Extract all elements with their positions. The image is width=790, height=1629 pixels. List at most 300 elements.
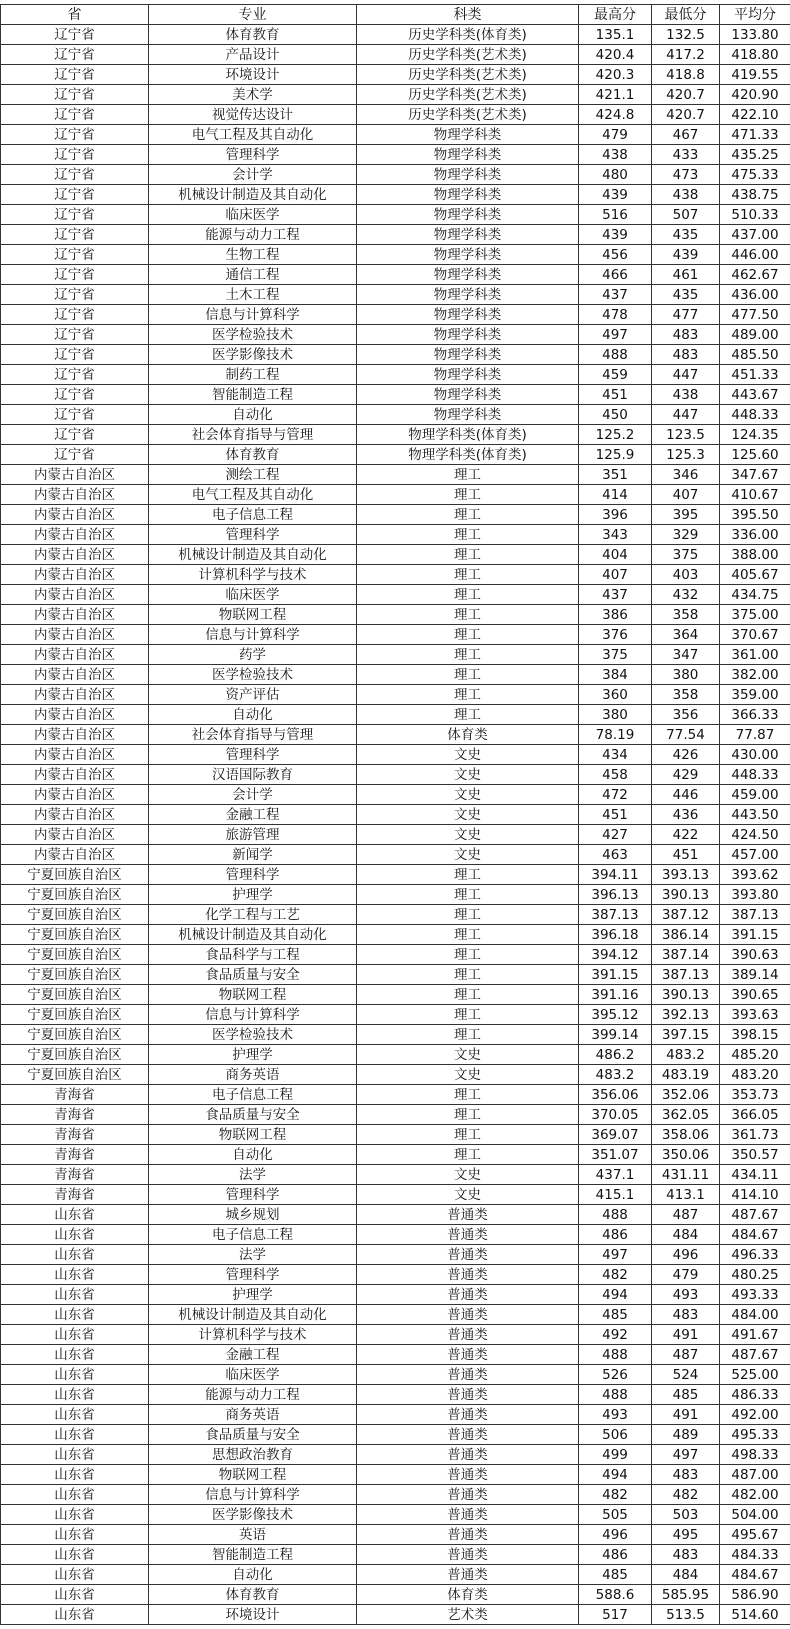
table-row bbox=[1, 1105, 790, 1125]
table-row bbox=[1, 1465, 790, 1485]
cell-max-score: 407 bbox=[579, 565, 652, 585]
cell-min-score: 487 bbox=[652, 1345, 720, 1365]
admission-score-table bbox=[0, 4, 790, 1625]
cell-min-score: 513.5 bbox=[652, 1605, 720, 1625]
cell-major: 护理学 bbox=[149, 1285, 357, 1305]
cell-category: 普通类 bbox=[357, 1405, 579, 1425]
cell-min-score: 364 bbox=[652, 625, 720, 645]
cell-min-score: 387.12 bbox=[652, 905, 720, 925]
cell-avg-score: 504.00 bbox=[720, 1505, 790, 1525]
cell-max-score: 343 bbox=[579, 525, 652, 545]
cell-major: 管理科学 bbox=[149, 145, 357, 165]
cell-max-score: 439 bbox=[579, 225, 652, 245]
cell-major: 金融工程 bbox=[149, 805, 357, 825]
cell-province: 青海省 bbox=[1, 1165, 149, 1185]
cell-min-score: 435 bbox=[652, 285, 720, 305]
cell-major: 会计学 bbox=[149, 165, 357, 185]
cell-province: 青海省 bbox=[1, 1105, 149, 1125]
cell-province: 宁夏回族自治区 bbox=[1, 925, 149, 945]
cell-major: 机械设计制造及其自动化 bbox=[149, 1305, 357, 1325]
cell-min-score: 491 bbox=[652, 1405, 720, 1425]
cell-major: 智能制造工程 bbox=[149, 1545, 357, 1565]
cell-category: 文史 bbox=[357, 785, 579, 805]
table-row bbox=[1, 265, 790, 285]
cell-min-score: 485 bbox=[652, 1385, 720, 1405]
cell-major: 管理科学 bbox=[149, 745, 357, 765]
cell-province: 内蒙古自治区 bbox=[1, 545, 149, 565]
cell-major: 自动化 bbox=[149, 705, 357, 725]
cell-province: 青海省 bbox=[1, 1145, 149, 1165]
table-row bbox=[1, 1425, 790, 1445]
cell-category: 物理学科类 bbox=[357, 145, 579, 165]
cell-category: 普通类 bbox=[357, 1485, 579, 1505]
cell-avg-score: 475.33 bbox=[720, 165, 790, 185]
cell-category: 理工 bbox=[357, 965, 579, 985]
cell-category: 文史 bbox=[357, 1065, 579, 1085]
table-row bbox=[1, 1025, 790, 1045]
cell-province: 辽宁省 bbox=[1, 325, 149, 345]
table-row bbox=[1, 605, 790, 625]
cell-min-score: 395 bbox=[652, 505, 720, 525]
cell-major: 生物工程 bbox=[149, 245, 357, 265]
cell-major: 机械设计制造及其自动化 bbox=[149, 185, 357, 205]
cell-avg-score: 514.60 bbox=[720, 1605, 790, 1625]
table-row bbox=[1, 645, 790, 665]
cell-min-score: 387.14 bbox=[652, 945, 720, 965]
cell-province: 山东省 bbox=[1, 1445, 149, 1465]
cell-avg-score: 414.10 bbox=[720, 1185, 790, 1205]
table-row bbox=[1, 1165, 790, 1185]
cell-min-score: 392.13 bbox=[652, 1005, 720, 1025]
cell-max-score: 434 bbox=[579, 745, 652, 765]
table-row bbox=[1, 1325, 790, 1345]
cell-avg-score: 443.50 bbox=[720, 805, 790, 825]
cell-province: 内蒙古自治区 bbox=[1, 585, 149, 605]
cell-province: 山东省 bbox=[1, 1365, 149, 1385]
cell-avg-score: 382.00 bbox=[720, 665, 790, 685]
cell-min-score: 446 bbox=[652, 785, 720, 805]
table-row bbox=[1, 1125, 790, 1145]
table-row bbox=[1, 945, 790, 965]
cell-major: 电子信息工程 bbox=[149, 1225, 357, 1245]
cell-max-score: 360 bbox=[579, 685, 652, 705]
cell-max-score: 485 bbox=[579, 1305, 652, 1325]
table-row bbox=[1, 1185, 790, 1205]
cell-major: 金融工程 bbox=[149, 1345, 357, 1365]
cell-avg-score: 410.67 bbox=[720, 485, 790, 505]
cell-min-score: 439 bbox=[652, 245, 720, 265]
cell-category: 文史 bbox=[357, 745, 579, 765]
cell-category: 文史 bbox=[357, 1165, 579, 1185]
cell-min-score: 487 bbox=[652, 1205, 720, 1225]
cell-province: 内蒙古自治区 bbox=[1, 525, 149, 545]
cell-avg-score: 366.05 bbox=[720, 1105, 790, 1125]
table-row bbox=[1, 1145, 790, 1165]
cell-min-score: 473 bbox=[652, 165, 720, 185]
cell-min-score: 451 bbox=[652, 845, 720, 865]
cell-province: 山东省 bbox=[1, 1525, 149, 1545]
cell-max-score: 351 bbox=[579, 465, 652, 485]
cell-max-score: 483.2 bbox=[579, 1065, 652, 1085]
cell-avg-score: 477.50 bbox=[720, 305, 790, 325]
cell-category: 理工 bbox=[357, 985, 579, 1005]
cell-province: 辽宁省 bbox=[1, 45, 149, 65]
cell-category: 理工 bbox=[357, 525, 579, 545]
table-row bbox=[1, 125, 790, 145]
cell-category: 普通类 bbox=[357, 1425, 579, 1445]
cell-major: 护理学 bbox=[149, 1045, 357, 1065]
cell-major: 体育教育 bbox=[149, 445, 357, 465]
cell-min-score: 433 bbox=[652, 145, 720, 165]
table-row bbox=[1, 325, 790, 345]
cell-category: 理工 bbox=[357, 1105, 579, 1125]
cell-min-score: 380 bbox=[652, 665, 720, 685]
cell-province: 辽宁省 bbox=[1, 125, 149, 145]
cell-category: 理工 bbox=[357, 645, 579, 665]
cell-province: 辽宁省 bbox=[1, 85, 149, 105]
header-category: 科类 bbox=[357, 5, 579, 25]
header-province: 省 bbox=[1, 5, 149, 25]
cell-avg-score: 393.63 bbox=[720, 1005, 790, 1025]
cell-avg-score: 393.62 bbox=[720, 865, 790, 885]
table-row bbox=[1, 1545, 790, 1565]
cell-min-score: 358 bbox=[652, 685, 720, 705]
cell-major: 计算机科学与技术 bbox=[149, 565, 357, 585]
cell-major: 信息与计算科学 bbox=[149, 1485, 357, 1505]
cell-category: 历史学科类(艺术类) bbox=[357, 85, 579, 105]
cell-major: 城乡规划 bbox=[149, 1205, 357, 1225]
cell-min-score: 461 bbox=[652, 265, 720, 285]
cell-province: 青海省 bbox=[1, 1185, 149, 1205]
cell-min-score: 393.13 bbox=[652, 865, 720, 885]
table-row bbox=[1, 485, 790, 505]
header-min-score: 最低分 bbox=[652, 5, 720, 25]
cell-avg-score: 389.14 bbox=[720, 965, 790, 985]
cell-max-score: 450 bbox=[579, 405, 652, 425]
cell-category: 理工 bbox=[357, 545, 579, 565]
cell-max-score: 415.1 bbox=[579, 1185, 652, 1205]
cell-avg-score: 485.20 bbox=[720, 1045, 790, 1065]
cell-category: 物理学科类 bbox=[357, 325, 579, 345]
cell-min-score: 347 bbox=[652, 645, 720, 665]
table-row bbox=[1, 805, 790, 825]
cell-province: 宁夏回族自治区 bbox=[1, 885, 149, 905]
cell-province: 内蒙古自治区 bbox=[1, 765, 149, 785]
table-row bbox=[1, 1445, 790, 1465]
cell-category: 物理学科类 bbox=[357, 125, 579, 145]
cell-category: 历史学科类(艺术类) bbox=[357, 65, 579, 85]
cell-min-score: 356 bbox=[652, 705, 720, 725]
cell-avg-score: 485.50 bbox=[720, 345, 790, 365]
cell-major: 环境设计 bbox=[149, 1605, 357, 1625]
cell-avg-score: 484.67 bbox=[720, 1225, 790, 1245]
header-row bbox=[1, 5, 790, 25]
cell-major: 临床医学 bbox=[149, 585, 357, 605]
cell-major: 法学 bbox=[149, 1245, 357, 1265]
cell-major: 食品质量与安全 bbox=[149, 1425, 357, 1445]
cell-avg-score: 491.67 bbox=[720, 1325, 790, 1345]
cell-min-score: 362.05 bbox=[652, 1105, 720, 1125]
cell-avg-score: 387.13 bbox=[720, 905, 790, 925]
cell-min-score: 483 bbox=[652, 1465, 720, 1485]
cell-avg-score: 393.80 bbox=[720, 885, 790, 905]
header-max-score: 最高分 bbox=[579, 5, 652, 25]
cell-max-score: 497 bbox=[579, 325, 652, 345]
cell-province: 辽宁省 bbox=[1, 385, 149, 405]
cell-min-score: 422 bbox=[652, 825, 720, 845]
table-row bbox=[1, 1265, 790, 1285]
cell-major: 美术学 bbox=[149, 85, 357, 105]
cell-category: 文史 bbox=[357, 1185, 579, 1205]
cell-max-score: 486.2 bbox=[579, 1045, 652, 1065]
table-row bbox=[1, 1605, 790, 1625]
cell-max-score: 380 bbox=[579, 705, 652, 725]
cell-major: 护理学 bbox=[149, 885, 357, 905]
table-row bbox=[1, 545, 790, 565]
cell-min-score: 358.06 bbox=[652, 1125, 720, 1145]
cell-max-score: 451 bbox=[579, 385, 652, 405]
cell-avg-score: 430.00 bbox=[720, 745, 790, 765]
cell-max-score: 497 bbox=[579, 1245, 652, 1265]
cell-avg-score: 353.73 bbox=[720, 1085, 790, 1105]
cell-avg-score: 484.33 bbox=[720, 1545, 790, 1565]
cell-avg-score: 395.50 bbox=[720, 505, 790, 525]
cell-category: 普通类 bbox=[357, 1545, 579, 1565]
cell-avg-score: 486.33 bbox=[720, 1385, 790, 1405]
cell-max-score: 438 bbox=[579, 145, 652, 165]
cell-major: 计算机科学与技术 bbox=[149, 1325, 357, 1345]
cell-province: 山东省 bbox=[1, 1325, 149, 1345]
cell-major: 通信工程 bbox=[149, 265, 357, 285]
cell-avg-score: 390.65 bbox=[720, 985, 790, 1005]
cell-category: 物理学科类 bbox=[357, 305, 579, 325]
cell-avg-score: 446.00 bbox=[720, 245, 790, 265]
cell-category: 文史 bbox=[357, 1045, 579, 1065]
cell-category: 理工 bbox=[357, 1025, 579, 1045]
cell-max-score: 420.3 bbox=[579, 65, 652, 85]
table-row bbox=[1, 1345, 790, 1365]
cell-min-score: 387.13 bbox=[652, 965, 720, 985]
cell-province: 宁夏回族自治区 bbox=[1, 985, 149, 1005]
header-avg-score: 平均分 bbox=[720, 5, 790, 25]
cell-max-score: 479 bbox=[579, 125, 652, 145]
cell-province: 内蒙古自治区 bbox=[1, 605, 149, 625]
cell-avg-score: 375.00 bbox=[720, 605, 790, 625]
cell-min-score: 386.14 bbox=[652, 925, 720, 945]
cell-avg-score: 124.35 bbox=[720, 425, 790, 445]
cell-avg-score: 459.00 bbox=[720, 785, 790, 805]
table-row bbox=[1, 85, 790, 105]
cell-avg-score: 424.50 bbox=[720, 825, 790, 845]
cell-max-score: 370.05 bbox=[579, 1105, 652, 1125]
cell-max-score: 394.12 bbox=[579, 945, 652, 965]
cell-province: 内蒙古自治区 bbox=[1, 805, 149, 825]
cell-avg-score: 419.55 bbox=[720, 65, 790, 85]
cell-max-score: 391.16 bbox=[579, 985, 652, 1005]
cell-province: 山东省 bbox=[1, 1385, 149, 1405]
table-row bbox=[1, 465, 790, 485]
cell-province: 山东省 bbox=[1, 1545, 149, 1565]
cell-category: 理工 bbox=[357, 665, 579, 685]
cell-max-score: 396 bbox=[579, 505, 652, 525]
cell-min-score: 397.15 bbox=[652, 1025, 720, 1045]
cell-category: 文史 bbox=[357, 765, 579, 785]
cell-province: 辽宁省 bbox=[1, 205, 149, 225]
cell-major: 商务英语 bbox=[149, 1405, 357, 1425]
table-body bbox=[1, 25, 790, 1625]
cell-max-score: 478 bbox=[579, 305, 652, 325]
cell-major: 物联网工程 bbox=[149, 605, 357, 625]
cell-category: 普通类 bbox=[357, 1445, 579, 1465]
cell-max-score: 351.07 bbox=[579, 1145, 652, 1165]
cell-min-score: 132.5 bbox=[652, 25, 720, 45]
cell-category: 理工 bbox=[357, 605, 579, 625]
cell-avg-score: 471.33 bbox=[720, 125, 790, 145]
cell-province: 山东省 bbox=[1, 1405, 149, 1425]
cell-major: 医学检验技术 bbox=[149, 325, 357, 345]
cell-avg-score: 437.00 bbox=[720, 225, 790, 245]
cell-province: 辽宁省 bbox=[1, 65, 149, 85]
cell-min-score: 484 bbox=[652, 1225, 720, 1245]
cell-max-score: 437 bbox=[579, 285, 652, 305]
cell-category: 物理学科类 bbox=[357, 345, 579, 365]
cell-avg-score: 487.67 bbox=[720, 1205, 790, 1225]
table-row bbox=[1, 725, 790, 745]
cell-max-score: 384 bbox=[579, 665, 652, 685]
cell-min-score: 407 bbox=[652, 485, 720, 505]
cell-max-score: 488 bbox=[579, 1345, 652, 1365]
table-row bbox=[1, 1405, 790, 1425]
cell-avg-score: 435.25 bbox=[720, 145, 790, 165]
cell-max-score: 472 bbox=[579, 785, 652, 805]
cell-min-score: 417.2 bbox=[652, 45, 720, 65]
cell-avg-score: 487.00 bbox=[720, 1465, 790, 1485]
cell-major: 食品质量与安全 bbox=[149, 965, 357, 985]
table-row bbox=[1, 185, 790, 205]
table-row bbox=[1, 205, 790, 225]
cell-max-score: 480 bbox=[579, 165, 652, 185]
table-row bbox=[1, 1585, 790, 1605]
cell-min-score: 482 bbox=[652, 1485, 720, 1505]
cell-category: 物理学科类 bbox=[357, 185, 579, 205]
cell-category: 普通类 bbox=[357, 1305, 579, 1325]
cell-avg-score: 498.33 bbox=[720, 1445, 790, 1465]
cell-min-score: 489 bbox=[652, 1425, 720, 1445]
cell-major: 物联网工程 bbox=[149, 985, 357, 1005]
cell-avg-score: 489.00 bbox=[720, 325, 790, 345]
cell-major: 药学 bbox=[149, 645, 357, 665]
table-row bbox=[1, 305, 790, 325]
cell-min-score: 438 bbox=[652, 385, 720, 405]
table-row bbox=[1, 1205, 790, 1225]
cell-province: 辽宁省 bbox=[1, 165, 149, 185]
cell-major: 法学 bbox=[149, 1165, 357, 1185]
cell-major: 医学影像技术 bbox=[149, 345, 357, 365]
cell-category: 文史 bbox=[357, 845, 579, 865]
cell-province: 辽宁省 bbox=[1, 145, 149, 165]
cell-category: 理工 bbox=[357, 1145, 579, 1165]
cell-major: 食品科学与工程 bbox=[149, 945, 357, 965]
cell-max-score: 356.06 bbox=[579, 1085, 652, 1105]
cell-min-score: 483.2 bbox=[652, 1045, 720, 1065]
cell-major: 会计学 bbox=[149, 785, 357, 805]
cell-max-score: 391.15 bbox=[579, 965, 652, 985]
cell-min-score: 483.19 bbox=[652, 1065, 720, 1085]
cell-category: 体育类 bbox=[357, 725, 579, 745]
cell-province: 辽宁省 bbox=[1, 285, 149, 305]
cell-major: 化学工程与工艺 bbox=[149, 905, 357, 925]
cell-major: 社会体育指导与管理 bbox=[149, 725, 357, 745]
table-row bbox=[1, 925, 790, 945]
cell-province: 辽宁省 bbox=[1, 225, 149, 245]
table-row bbox=[1, 1365, 790, 1385]
table-row bbox=[1, 1565, 790, 1585]
cell-major: 自动化 bbox=[149, 405, 357, 425]
cell-category: 物理学科类 bbox=[357, 205, 579, 225]
cell-avg-score: 350.57 bbox=[720, 1145, 790, 1165]
cell-major: 临床医学 bbox=[149, 205, 357, 225]
cell-avg-score: 422.10 bbox=[720, 105, 790, 125]
cell-avg-score: 405.67 bbox=[720, 565, 790, 585]
cell-category: 理工 bbox=[357, 705, 579, 725]
cell-max-score: 125.9 bbox=[579, 445, 652, 465]
cell-min-score: 479 bbox=[652, 1265, 720, 1285]
cell-avg-score: 484.67 bbox=[720, 1565, 790, 1585]
table-row bbox=[1, 865, 790, 885]
cell-category: 物理学科类 bbox=[357, 165, 579, 185]
cell-category: 物理学科类 bbox=[357, 245, 579, 265]
cell-avg-score: 487.67 bbox=[720, 1345, 790, 1365]
table-row bbox=[1, 705, 790, 725]
table-row bbox=[1, 1245, 790, 1265]
cell-major: 体育教育 bbox=[149, 25, 357, 45]
cell-province: 山东省 bbox=[1, 1225, 149, 1245]
cell-min-score: 497 bbox=[652, 1445, 720, 1465]
cell-major: 资产评估 bbox=[149, 685, 357, 705]
cell-min-score: 346 bbox=[652, 465, 720, 485]
cell-max-score: 526 bbox=[579, 1365, 652, 1385]
cell-major: 电气工程及其自动化 bbox=[149, 485, 357, 505]
cell-max-score: 394.11 bbox=[579, 865, 652, 885]
cell-category: 体育类 bbox=[357, 1585, 579, 1605]
cell-category: 理工 bbox=[357, 905, 579, 925]
cell-max-score: 482 bbox=[579, 1265, 652, 1285]
header-major: 专业 bbox=[149, 5, 357, 25]
cell-category: 普通类 bbox=[357, 1225, 579, 1245]
cell-max-score: 494 bbox=[579, 1465, 652, 1485]
cell-max-score: 488 bbox=[579, 1205, 652, 1225]
cell-category: 文史 bbox=[357, 825, 579, 845]
table-row bbox=[1, 65, 790, 85]
cell-category: 物理学科类 bbox=[357, 385, 579, 405]
cell-category: 普通类 bbox=[357, 1265, 579, 1285]
cell-avg-score: 388.00 bbox=[720, 545, 790, 565]
cell-major: 管理科学 bbox=[149, 1185, 357, 1205]
cell-category: 理工 bbox=[357, 885, 579, 905]
table-row bbox=[1, 1505, 790, 1525]
cell-category: 理工 bbox=[357, 585, 579, 605]
cell-province: 山东省 bbox=[1, 1285, 149, 1305]
cell-avg-score: 366.33 bbox=[720, 705, 790, 725]
cell-max-score: 517 bbox=[579, 1605, 652, 1625]
cell-province: 内蒙古自治区 bbox=[1, 725, 149, 745]
cell-avg-score: 390.63 bbox=[720, 945, 790, 965]
cell-max-score: 466 bbox=[579, 265, 652, 285]
cell-max-score: 404 bbox=[579, 545, 652, 565]
cell-avg-score: 451.33 bbox=[720, 365, 790, 385]
table-row bbox=[1, 525, 790, 545]
cell-max-score: 492 bbox=[579, 1325, 652, 1345]
